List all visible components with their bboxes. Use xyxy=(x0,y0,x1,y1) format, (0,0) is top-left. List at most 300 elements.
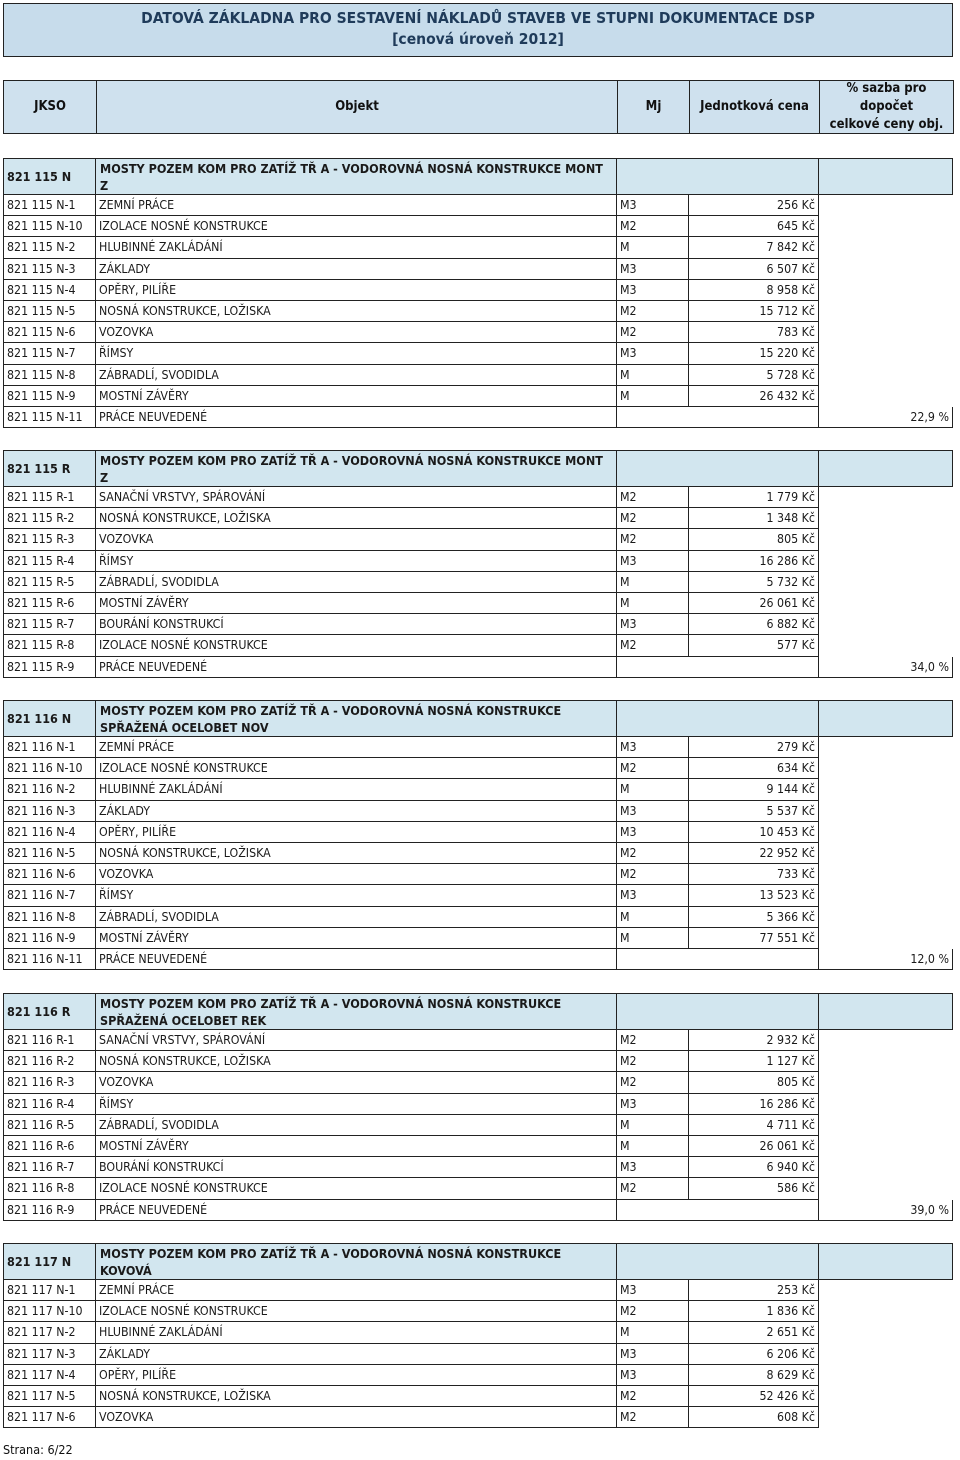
row-code: 821 116 R-8 xyxy=(3,1178,96,1199)
row-name: MOSTNÍ ZÁVĚRY xyxy=(96,1136,617,1157)
row-percentage xyxy=(819,529,953,550)
row-percentage xyxy=(819,737,953,758)
row-name: ZÁKLADY xyxy=(96,259,617,280)
row-price: 608 Kč xyxy=(689,1407,819,1428)
row-name: IZOLACE NOSNÉ KONSTRUKCE xyxy=(96,1301,617,1322)
row-price: 577 Kč xyxy=(689,635,819,656)
row-name: OPĚRY, PILÍŘE xyxy=(96,1365,617,1386)
row-percentage xyxy=(819,280,953,301)
row-unit: M2 xyxy=(617,508,689,529)
section-821-115-r xyxy=(3,450,953,678)
section-code: 821 116 R xyxy=(3,993,96,1030)
header-sazba xyxy=(820,81,953,133)
row-price: 15 712 Kč xyxy=(689,301,819,322)
table-row xyxy=(3,593,953,614)
row-name: IZOLACE NOSNÉ KONSTRUKCE xyxy=(96,758,617,779)
table-row xyxy=(3,572,953,593)
table-row xyxy=(3,407,953,428)
row-unit: M xyxy=(617,1322,689,1343)
row-percentage xyxy=(819,1094,953,1115)
row-unit: M3 xyxy=(617,1094,689,1115)
row-name: PRÁCE NEUVEDENÉ xyxy=(96,657,617,678)
table-row xyxy=(3,657,953,678)
row-name: IZOLACE NOSNÉ KONSTRUKCE xyxy=(96,1178,617,1199)
row-unit: M2 xyxy=(617,635,689,656)
table-row xyxy=(3,822,953,843)
section-name xyxy=(96,993,617,1030)
row-unit: M2 xyxy=(617,1386,689,1407)
header-jkso: JKSO xyxy=(4,81,97,133)
table-row xyxy=(3,614,953,635)
row-unit: M xyxy=(617,572,689,593)
row-code: 821 116 R-9 xyxy=(3,1200,96,1221)
row-name: VOZOVKA xyxy=(96,1072,617,1093)
table-row xyxy=(3,216,953,237)
row-code: 821 115 N-3 xyxy=(3,259,96,280)
section-name xyxy=(96,700,617,737)
row-percentage xyxy=(819,195,953,216)
row-unit: M3 xyxy=(617,1365,689,1386)
row-unit: M3 xyxy=(617,1157,689,1178)
row-unit: M xyxy=(617,593,689,614)
row-code: 821 115 R-5 xyxy=(3,572,96,593)
row-price: 586 Kč xyxy=(689,1178,819,1199)
row-name: ŘÍMSY xyxy=(96,1094,617,1115)
header-sazba-line-2: celkové ceny obj. xyxy=(829,117,944,132)
row-name: PRÁCE NEUVEDENÉ xyxy=(96,949,617,970)
row-price: 26 061 Kč xyxy=(689,593,819,614)
row-code: 821 117 N-5 xyxy=(3,1386,96,1407)
row-unit: M2 xyxy=(617,322,689,343)
table-row xyxy=(3,1030,953,1051)
row-code: 821 116 N-7 xyxy=(3,885,96,906)
row-code: 821 117 N-6 xyxy=(3,1407,96,1428)
row-price: 6 940 Kč xyxy=(689,1157,819,1178)
row-name: NOSNÁ KONSTRUKCE, LOŽISKA xyxy=(96,843,617,864)
row-code: 821 115 R-3 xyxy=(3,529,96,550)
table-row xyxy=(3,801,953,822)
row-price: 256 Kč xyxy=(689,195,819,216)
table-row xyxy=(3,1386,953,1407)
table-row xyxy=(3,322,953,343)
row-code: 821 116 N-3 xyxy=(3,801,96,822)
row-percentage xyxy=(819,1030,953,1051)
table-row xyxy=(3,864,953,885)
row-percentage xyxy=(819,885,953,906)
row-unit: M xyxy=(617,907,689,928)
table-row xyxy=(3,1344,953,1365)
row-code: 821 115 N-11 xyxy=(3,407,96,428)
table-row xyxy=(3,551,953,572)
row-unit: M2 xyxy=(617,301,689,322)
row-unit: M2 xyxy=(617,1178,689,1199)
row-percentage xyxy=(819,386,953,407)
row-price: 645 Kč xyxy=(689,216,819,237)
row-name: PRÁCE NEUVEDENÉ xyxy=(96,407,617,428)
table-row xyxy=(3,1322,953,1343)
row-code: 821 115 N-7 xyxy=(3,343,96,364)
row-name: MOSTNÍ ZÁVĚRY xyxy=(96,928,617,949)
row-percentage xyxy=(819,907,953,928)
row-name: OPĚRY, PILÍŘE xyxy=(96,822,617,843)
row-percentage xyxy=(819,1344,953,1365)
section-header xyxy=(3,1243,953,1280)
row-price: 805 Kč xyxy=(689,529,819,550)
row-name: ŘÍMSY xyxy=(96,551,617,572)
row-price: 1 127 Kč xyxy=(689,1051,819,1072)
row-unit: M3 xyxy=(617,1344,689,1365)
section-header-pct-blank xyxy=(819,700,953,737)
row-name: HLUBINNÉ ZAKLÁDÁNÍ xyxy=(96,237,617,258)
table-row xyxy=(3,635,953,656)
row-price: 52 426 Kč xyxy=(689,1386,819,1407)
row-code: 821 116 N-6 xyxy=(3,864,96,885)
row-code: 821 116 R-2 xyxy=(3,1051,96,1072)
row-unit: M2 xyxy=(617,487,689,508)
row-name: BOURÁNÍ KONSTRUKCÍ xyxy=(96,614,617,635)
row-code: 821 116 N-1 xyxy=(3,737,96,758)
row-percentage: 34,0 % xyxy=(819,657,953,678)
table-row xyxy=(3,1094,953,1115)
row-unit: M3 xyxy=(617,885,689,906)
row-price: 16 286 Kč xyxy=(689,551,819,572)
row-price: 1 836 Kč xyxy=(689,1301,819,1322)
row-price: 13 523 Kč xyxy=(689,885,819,906)
section-header xyxy=(3,158,953,195)
table-row xyxy=(3,1178,953,1199)
row-price: 22 952 Kč xyxy=(689,843,819,864)
row-code: 821 117 N-2 xyxy=(3,1322,96,1343)
row-percentage xyxy=(819,1365,953,1386)
row-unit: M2 xyxy=(617,529,689,550)
row-unit: M2 xyxy=(617,864,689,885)
row-price: 5 366 Kč xyxy=(689,907,819,928)
row-price: 253 Kč xyxy=(689,1280,819,1301)
row-code: 821 115 N-6 xyxy=(3,322,96,343)
row-code: 821 115 N-1 xyxy=(3,195,96,216)
row-price: 279 Kč xyxy=(689,737,819,758)
section-header xyxy=(3,700,953,737)
row-percentage xyxy=(819,1157,953,1178)
section-header-blank xyxy=(617,158,819,195)
section-header-blank xyxy=(617,450,819,487)
table-row xyxy=(3,1115,953,1136)
table-row xyxy=(3,280,953,301)
section-name xyxy=(96,450,617,487)
row-percentage xyxy=(819,1301,953,1322)
row-name: MOSTNÍ ZÁVĚRY xyxy=(96,593,617,614)
row-price: 8 958 Kč xyxy=(689,280,819,301)
section-name-line-1: MOSTY POZEM KOM PRO ZATÍŽ TŘ A - VODOROVNÁ NOSNÁ KONSTRUKCE KOVOVÁ xyxy=(100,1246,562,1278)
page-number: Strana: 6/22 xyxy=(3,1442,73,1457)
row-percentage xyxy=(819,1280,953,1301)
row-unit: M xyxy=(617,779,689,800)
row-name: ZÁKLADY xyxy=(96,1344,617,1365)
row-price: 77 551 Kč xyxy=(689,928,819,949)
row-price: 5 537 Kč xyxy=(689,801,819,822)
row-price: 7 842 Kč xyxy=(689,237,819,258)
row-code: 821 116 N-8 xyxy=(3,907,96,928)
row-name: NOSNÁ KONSTRUKCE, LOŽISKA xyxy=(96,508,617,529)
row-percentage xyxy=(819,1178,953,1199)
section-name xyxy=(96,158,617,195)
row-price: 6 507 Kč xyxy=(689,259,819,280)
row-percentage: 22,9 % xyxy=(819,407,953,428)
row-percentage: 12,0 % xyxy=(819,949,953,970)
header-jednotkova-cena: Jednotková cena xyxy=(690,81,820,133)
row-blank xyxy=(617,407,819,428)
row-name: ZÁBRADLÍ, SVODIDLA xyxy=(96,365,617,386)
section-code: 821 117 N xyxy=(3,1243,96,1280)
table-row xyxy=(3,1280,953,1301)
row-unit: M2 xyxy=(617,1072,689,1093)
row-name: ZEMNÍ PRÁCE xyxy=(96,737,617,758)
row-name: ZÁKLADY xyxy=(96,801,617,822)
row-price: 9 144 Kč xyxy=(689,779,819,800)
row-name: ZÁBRADLÍ, SVODIDLA xyxy=(96,572,617,593)
row-unit: M3 xyxy=(617,614,689,635)
row-unit: M3 xyxy=(617,195,689,216)
row-name: BOURÁNÍ KONSTRUKCÍ xyxy=(96,1157,617,1178)
row-price: 783 Kč xyxy=(689,322,819,343)
row-name: ZÁBRADLÍ, SVODIDLA xyxy=(96,907,617,928)
row-code: 821 116 N-11 xyxy=(3,949,96,970)
header-objekt: Objekt xyxy=(97,81,618,133)
row-name: VOZOVKA xyxy=(96,529,617,550)
table-row xyxy=(3,758,953,779)
row-percentage xyxy=(819,237,953,258)
row-name: PRÁCE NEUVEDENÉ xyxy=(96,1200,617,1221)
section-header-pct-blank xyxy=(819,993,953,1030)
section-code: 821 116 N xyxy=(3,700,96,737)
row-price: 5 728 Kč xyxy=(689,365,819,386)
row-code: 821 115 N-8 xyxy=(3,365,96,386)
row-price: 2 932 Kč xyxy=(689,1030,819,1051)
section-821-116-r xyxy=(3,993,953,1221)
section-name-line-1: MOSTY POZEM KOM PRO ZATÍŽ TŘ A - VODOROVNÁ NOSNÁ KONSTRUKCE xyxy=(100,703,562,718)
row-percentage xyxy=(819,365,953,386)
section-header-pct-blank xyxy=(819,450,953,487)
row-code: 821 115 N-2 xyxy=(3,237,96,258)
row-percentage xyxy=(819,259,953,280)
row-percentage xyxy=(819,928,953,949)
row-percentage xyxy=(819,487,953,508)
row-percentage xyxy=(819,508,953,529)
row-price: 805 Kč xyxy=(689,1072,819,1093)
section-name-line-2: SPŘAŽENÁ OCELOBET NOV xyxy=(100,720,269,735)
row-unit: M3 xyxy=(617,801,689,822)
row-price: 5 732 Kč xyxy=(689,572,819,593)
section-header-blank xyxy=(617,993,819,1030)
table-row xyxy=(3,195,953,216)
document-title xyxy=(3,3,953,57)
row-price: 26 432 Kč xyxy=(689,386,819,407)
row-name: IZOLACE NOSNÉ KONSTRUKCE xyxy=(96,635,617,656)
section-821-116-n xyxy=(3,700,953,970)
row-code: 821 115 R-1 xyxy=(3,487,96,508)
row-name: HLUBINNÉ ZAKLÁDÁNÍ xyxy=(96,779,617,800)
table-row xyxy=(3,1051,953,1072)
table-row xyxy=(3,487,953,508)
row-code: 821 116 N-2 xyxy=(3,779,96,800)
row-name: ŘÍMSY xyxy=(96,885,617,906)
row-unit: M xyxy=(617,386,689,407)
row-code: 821 117 N-3 xyxy=(3,1344,96,1365)
table-row xyxy=(3,737,953,758)
table-row xyxy=(3,237,953,258)
section-header xyxy=(3,450,953,487)
row-unit: M2 xyxy=(617,843,689,864)
row-percentage xyxy=(819,1322,953,1343)
table-row xyxy=(3,779,953,800)
row-percentage xyxy=(819,1072,953,1093)
row-price: 16 286 Kč xyxy=(689,1094,819,1115)
row-name: NOSNÁ KONSTRUKCE, LOŽISKA xyxy=(96,301,617,322)
table-row xyxy=(3,259,953,280)
row-name: NOSNÁ KONSTRUKCE, LOŽISKA xyxy=(96,1386,617,1407)
table-row xyxy=(3,1072,953,1093)
row-percentage xyxy=(819,635,953,656)
row-percentage xyxy=(819,843,953,864)
row-price: 1 348 Kč xyxy=(689,508,819,529)
table-row xyxy=(3,343,953,364)
section-code: 821 115 R xyxy=(3,450,96,487)
row-code: 821 115 R-7 xyxy=(3,614,96,635)
table-row xyxy=(3,1301,953,1322)
row-percentage xyxy=(819,614,953,635)
row-name: SANAČNÍ VRSTVY, SPÁROVÁNÍ xyxy=(96,487,617,508)
row-code: 821 115 R-2 xyxy=(3,508,96,529)
row-percentage xyxy=(819,1136,953,1157)
row-price: 634 Kč xyxy=(689,758,819,779)
row-percentage xyxy=(819,1051,953,1072)
row-percentage xyxy=(819,801,953,822)
row-code: 821 116 N-4 xyxy=(3,822,96,843)
row-unit: M xyxy=(617,1136,689,1157)
row-unit: M xyxy=(617,365,689,386)
row-code: 821 115 N-4 xyxy=(3,280,96,301)
row-name: IZOLACE NOSNÉ KONSTRUKCE xyxy=(96,216,617,237)
row-price: 6 206 Kč xyxy=(689,1344,819,1365)
row-percentage xyxy=(819,779,953,800)
row-code: 821 117 N-4 xyxy=(3,1365,96,1386)
row-name: VOZOVKA xyxy=(96,864,617,885)
row-percentage xyxy=(819,1407,953,1428)
title-line-2: [cenová úroveň 2012] xyxy=(392,30,564,48)
row-price: 2 651 Kč xyxy=(689,1322,819,1343)
row-unit: M3 xyxy=(617,551,689,572)
row-percentage xyxy=(819,301,953,322)
row-percentage xyxy=(819,343,953,364)
row-code: 821 116 R-6 xyxy=(3,1136,96,1157)
section-header-blank xyxy=(617,1243,819,1280)
row-code: 821 116 R-3 xyxy=(3,1072,96,1093)
row-code: 821 117 N-10 xyxy=(3,1301,96,1322)
row-price: 1 779 Kč xyxy=(689,487,819,508)
row-code: 821 115 N-5 xyxy=(3,301,96,322)
row-unit: M2 xyxy=(617,758,689,779)
row-price: 6 882 Kč xyxy=(689,614,819,635)
table-row xyxy=(3,907,953,928)
table-row xyxy=(3,301,953,322)
row-code: 821 115 R-9 xyxy=(3,657,96,678)
row-unit: M3 xyxy=(617,259,689,280)
row-price: 15 220 Kč xyxy=(689,343,819,364)
table-row xyxy=(3,843,953,864)
row-percentage xyxy=(819,1386,953,1407)
row-name: ŘÍMSY xyxy=(96,343,617,364)
row-percentage xyxy=(819,758,953,779)
row-name: ZÁBRADLÍ, SVODIDLA xyxy=(96,1115,617,1136)
row-unit: M xyxy=(617,1115,689,1136)
row-name: OPĚRY, PILÍŘE xyxy=(96,280,617,301)
row-percentage xyxy=(819,572,953,593)
row-code: 821 116 N-10 xyxy=(3,758,96,779)
table-header xyxy=(3,80,954,134)
row-code: 821 115 R-6 xyxy=(3,593,96,614)
row-price: 733 Kč xyxy=(689,864,819,885)
row-unit: M3 xyxy=(617,280,689,301)
row-code: 821 116 R-1 xyxy=(3,1030,96,1051)
table-row xyxy=(3,1136,953,1157)
row-percentage xyxy=(819,593,953,614)
section-code: 821 115 N xyxy=(3,158,96,195)
table-row xyxy=(3,1200,953,1221)
row-code: 821 116 R-4 xyxy=(3,1094,96,1115)
row-name: ZEMNÍ PRÁCE xyxy=(96,195,617,216)
table-row xyxy=(3,365,953,386)
row-unit: M2 xyxy=(617,216,689,237)
row-name: VOZOVKA xyxy=(96,1407,617,1428)
row-price: 26 061 Kč xyxy=(689,1136,819,1157)
row-unit: M2 xyxy=(617,1051,689,1072)
row-code: 821 115 N-9 xyxy=(3,386,96,407)
section-header-blank xyxy=(617,700,819,737)
row-blank xyxy=(617,657,819,678)
row-blank xyxy=(617,1200,819,1221)
row-unit: M2 xyxy=(617,1030,689,1051)
row-percentage xyxy=(819,822,953,843)
section-header-pct-blank xyxy=(819,158,953,195)
table-row xyxy=(3,1365,953,1386)
row-unit: M3 xyxy=(617,1280,689,1301)
row-blank xyxy=(617,949,819,970)
row-percentage: 39,0 % xyxy=(819,1200,953,1221)
row-code: 821 115 N-10 xyxy=(3,216,96,237)
row-percentage xyxy=(819,551,953,572)
row-code: 821 115 R-4 xyxy=(3,551,96,572)
section-name-line-1: MOSTY POZEM KOM PRO ZATÍŽ TŘ A - VODOROVNÁ NOSNÁ KONSTRUKCE xyxy=(100,996,562,1011)
header-mj: Mj xyxy=(618,81,690,133)
row-name: HLUBINNÉ ZAKLÁDÁNÍ xyxy=(96,1322,617,1343)
section-name-line-1: MOSTY POZEM KOM PRO ZATÍŽ TŘ A - VODOROVNÁ NOSNÁ KONSTRUKCE MONT Z xyxy=(100,161,603,193)
table-row xyxy=(3,1407,953,1428)
row-code: 821 116 N-9 xyxy=(3,928,96,949)
row-code: 821 116 R-7 xyxy=(3,1157,96,1178)
row-code: 821 115 R-8 xyxy=(3,635,96,656)
row-code: 821 116 R-5 xyxy=(3,1115,96,1136)
row-name: SANAČNÍ VRSTVY, SPÁROVÁNÍ xyxy=(96,1030,617,1051)
row-unit: M3 xyxy=(617,822,689,843)
row-name: ZEMNÍ PRÁCE xyxy=(96,1280,617,1301)
section-header xyxy=(3,993,953,1030)
row-unit: M3 xyxy=(617,737,689,758)
title-line-1: DATOVÁ ZÁKLADNA PRO SESTAVENÍ NÁKLADŮ STAVEB VE STUPNI DOKUMENTACE DSP xyxy=(141,9,815,27)
table-row xyxy=(3,386,953,407)
row-price: 4 711 Kč xyxy=(689,1115,819,1136)
table-row xyxy=(3,529,953,550)
section-821-117-n xyxy=(3,1243,953,1428)
